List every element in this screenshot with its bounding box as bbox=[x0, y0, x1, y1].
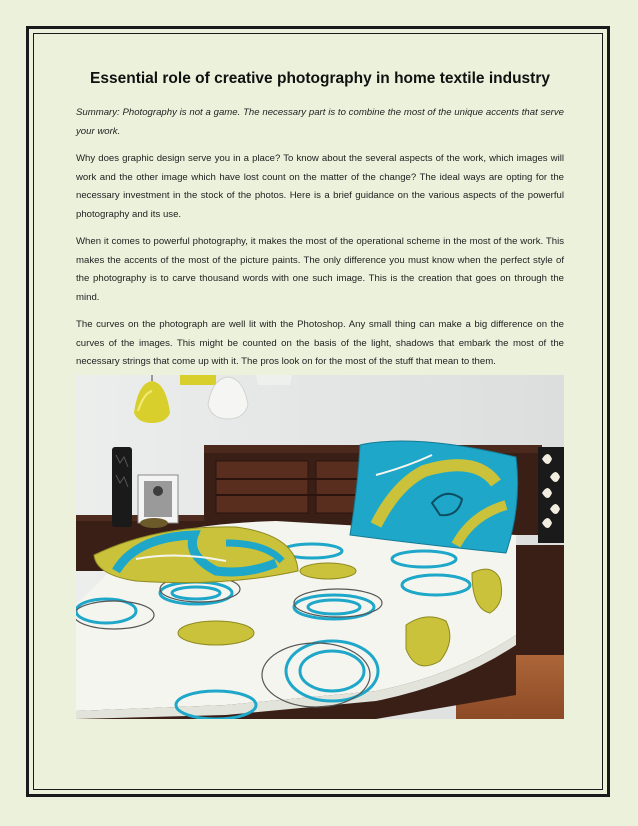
article-summary: Summary: Photography is not a game. The necessary part is to combine the most of the unique accents that serve your work. bbox=[76, 107, 564, 137]
paragraph-2: When it comes to powerful photography, it makes the most of the operational scheme in the most of the work. This makes the accents of the most of the picture paints. The only difference you must know when the perfect style of the photography is to carve thousand words with one such image. This is the creation that goes on through the mind. bbox=[76, 236, 564, 303]
paragraph-3: The curves on the photograph are well lit with the Photoshop. Any small thing can make a big difference on the curves of the images. This might be counted on the basis of the light, shadows that embark the most of the necessary strings that come up with it. The pros look on for the most of the stuff that mean to them. bbox=[76, 319, 564, 367]
bedroom-photo bbox=[76, 375, 564, 719]
paragraph-1: Why does graphic design serve you in a place? To know about the several aspects of the work, which images will work and the other image which have lost count on the matter of the change? The ideal ways are opting for the necessary investment in the stock of the photos. Here is a brief guidance on the various aspects of the powerful photography and its use. bbox=[76, 153, 564, 220]
article bbox=[76, 70, 564, 381]
article-title: Essential role of creative photography in home textile industry bbox=[90, 70, 550, 87]
